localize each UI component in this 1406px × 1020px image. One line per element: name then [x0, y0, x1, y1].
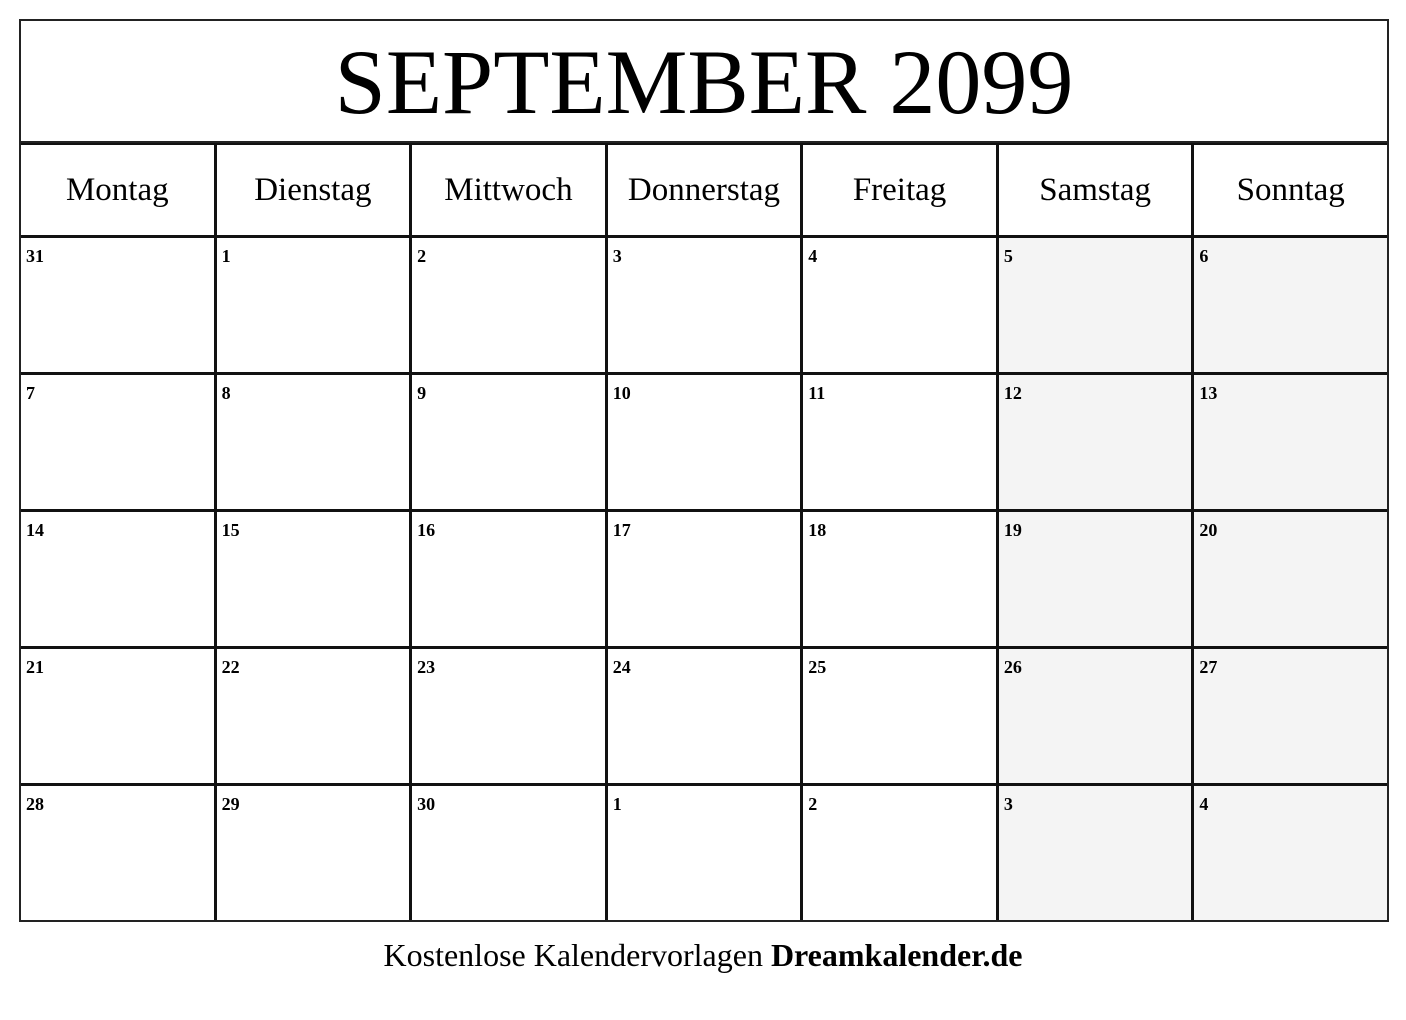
day-cell [217, 512, 410, 646]
weekend-day-cell [1194, 649, 1387, 783]
day-number: 14 [26, 520, 44, 540]
weekend-day-cell [1194, 512, 1387, 646]
day-number: 29 [221, 794, 240, 814]
footer [0, 937, 1406, 974]
footer-text: Kostenlose Kalendervorlagen [383, 937, 763, 973]
footer-brand-link[interactable]: Dreamkalender.de [770, 937, 1023, 973]
day-cell [217, 375, 410, 509]
day-cell [412, 786, 605, 920]
day-number: 1 [221, 246, 231, 266]
day-number: 2 [417, 246, 427, 266]
day-number: 22 [221, 657, 240, 677]
day-number: 20 [1199, 520, 1218, 540]
day-number: 30 [417, 794, 436, 814]
weekday-wednesday: Mittwoch [412, 145, 605, 235]
day-number: 13 [1199, 383, 1218, 403]
day-number: 1 [612, 794, 622, 814]
day-cell [21, 512, 214, 646]
day-number: 23 [417, 657, 436, 677]
day-number: 7 [26, 383, 35, 403]
weekend-day-cell [1194, 238, 1387, 372]
weekend-day-cell [999, 649, 1192, 783]
day-number: 26 [1003, 657, 1022, 677]
day-number: 15 [221, 520, 240, 540]
day-number: 27 [1199, 657, 1218, 677]
day-number: 12 [1003, 383, 1022, 403]
day-number: 16 [417, 520, 436, 540]
calendar-grid [21, 143, 1387, 920]
day-cell [21, 375, 214, 509]
day-number: 18 [808, 520, 827, 540]
day-cell [803, 375, 996, 509]
day-number: 10 [612, 383, 631, 403]
calendar-header [21, 21, 1387, 143]
day-number: 3 [1003, 794, 1013, 814]
day-cell [412, 649, 605, 783]
day-number: 6 [1199, 246, 1209, 266]
day-number: 9 [417, 383, 427, 403]
day-cell [21, 238, 214, 372]
day-cell [608, 512, 801, 646]
weekday-saturday: Samstag [999, 145, 1192, 235]
weekend-day-cell [1194, 786, 1387, 920]
day-cell [217, 786, 410, 920]
day-cell [412, 512, 605, 646]
day-cell [608, 375, 801, 509]
weekend-day-cell [999, 786, 1192, 920]
day-cell [803, 238, 996, 372]
day-number: 4 [808, 246, 818, 266]
weekend-day-cell [999, 512, 1192, 646]
weekend-day-cell [1194, 375, 1387, 509]
day-number: 5 [1003, 246, 1013, 266]
weekday-monday: Montag [21, 145, 214, 235]
day-cell [608, 649, 801, 783]
weekday-sunday: Sonntag [1194, 145, 1387, 235]
weekend-day-cell [999, 238, 1192, 372]
day-cell [412, 238, 605, 372]
weekday-friday: Freitag [803, 145, 996, 235]
day-cell [803, 786, 996, 920]
day-cell [217, 649, 410, 783]
day-number: 25 [808, 657, 827, 677]
day-number: 19 [1003, 520, 1022, 540]
day-number: 31 [26, 246, 44, 266]
day-cell [803, 649, 996, 783]
day-number: 21 [26, 657, 44, 677]
day-number: 28 [26, 794, 44, 814]
day-cell [21, 649, 214, 783]
weekday-tuesday: Dienstag [217, 145, 410, 235]
day-number: 2 [808, 794, 818, 814]
weekend-day-cell [999, 375, 1192, 509]
weekday-thursday: Donnerstag [608, 145, 801, 235]
day-number: 8 [221, 383, 231, 403]
day-number: 24 [612, 657, 631, 677]
day-number: 4 [1199, 794, 1209, 814]
day-number: 17 [612, 520, 631, 540]
day-cell [217, 238, 410, 372]
day-cell [412, 375, 605, 509]
day-cell [21, 786, 214, 920]
day-number: 3 [612, 246, 622, 266]
day-number: 11 [808, 383, 826, 403]
day-cell [608, 238, 801, 372]
day-cell [803, 512, 996, 646]
month-title: SEPTEMBER 2099 [334, 31, 1074, 133]
day-cell [608, 786, 801, 920]
calendar [19, 19, 1389, 922]
